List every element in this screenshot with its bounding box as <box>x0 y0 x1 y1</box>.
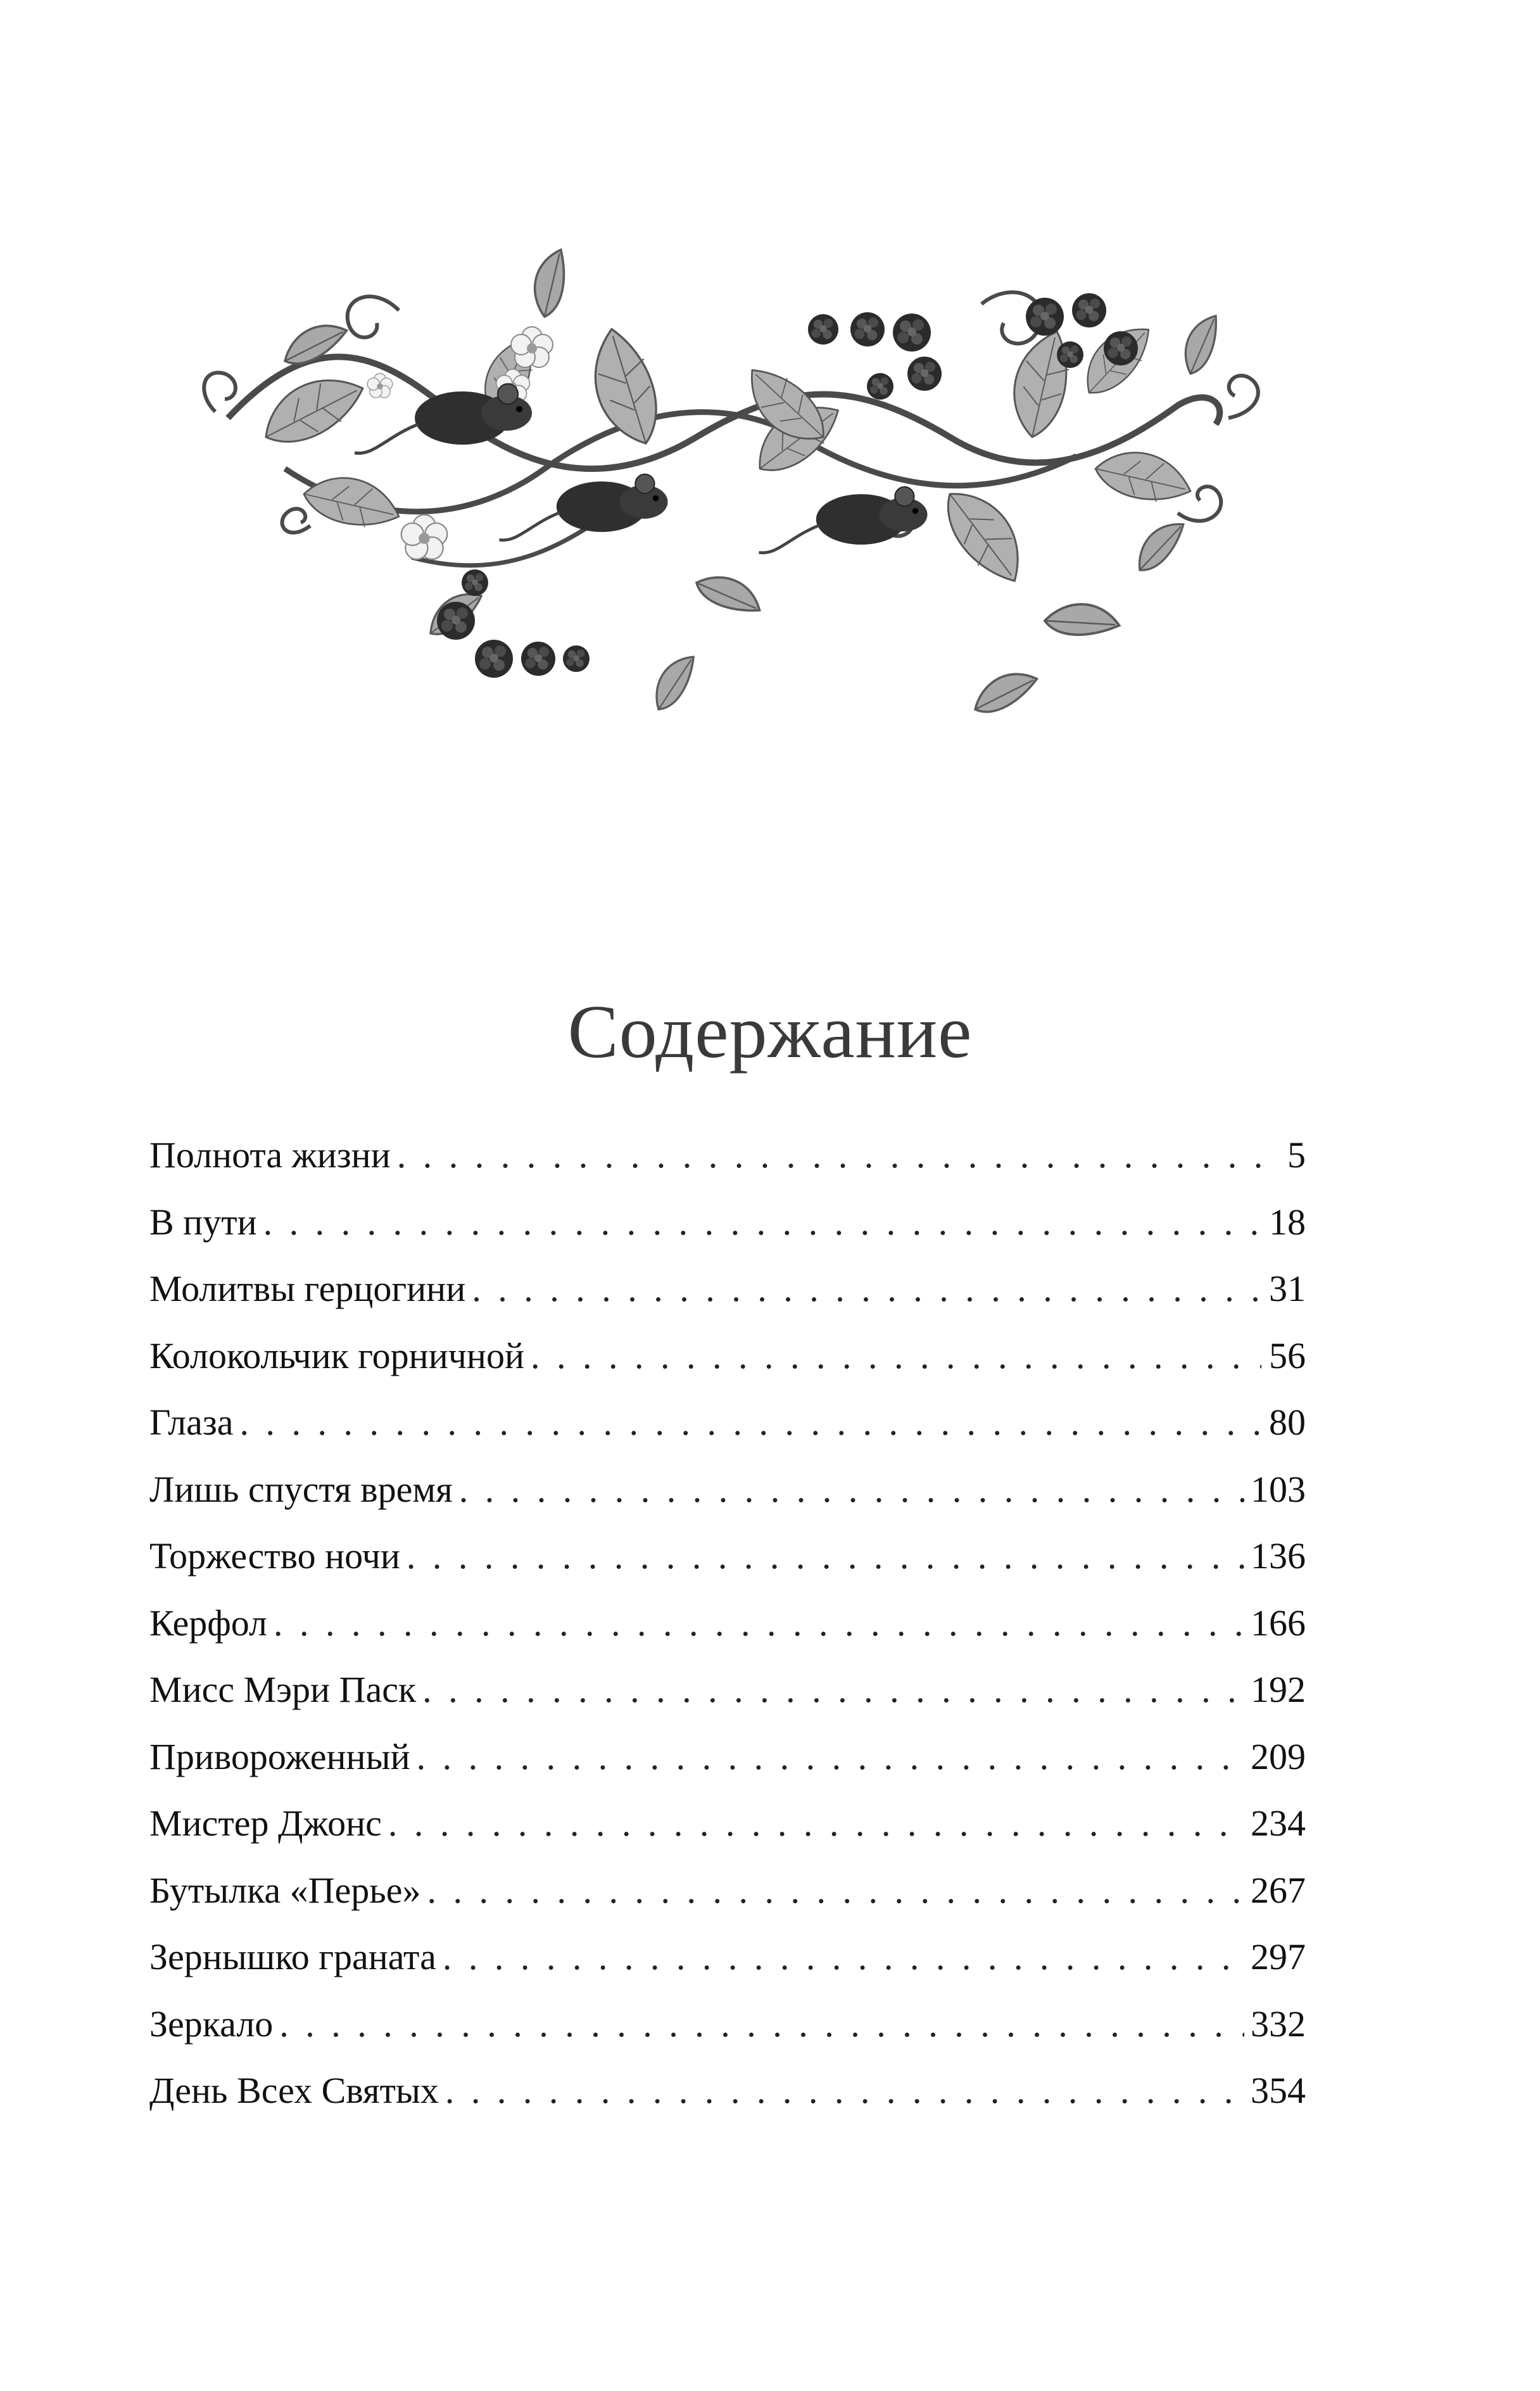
toc-entry-title: Зернышко граната <box>149 1936 436 1977</box>
toc-entry-page: 136 <box>1251 1535 1306 1576</box>
toc-entry-title: День Всех Святых <box>149 2070 439 2111</box>
toc-entry-title: Керфол <box>149 1602 267 1644</box>
toc-entry <box>149 1869 1306 1936</box>
toc-leader-dots <box>443 1936 1244 1978</box>
toc-entry <box>149 1668 1306 1735</box>
toc-entry-title: Полнота жизни <box>149 1134 391 1176</box>
toc-entry-page: 80 <box>1269 1402 1306 1443</box>
toc-entry-title: В пути <box>149 1201 257 1243</box>
toc-leader-dots <box>279 2003 1244 2045</box>
toc-entry-page: 209 <box>1251 1735 1306 1777</box>
toc-leader-dots <box>240 1401 1261 1443</box>
toc-entry <box>149 1267 1306 1335</box>
bramble-vine-illustration-icon <box>190 228 1279 798</box>
toc-entry-page: 31 <box>1269 1268 1306 1309</box>
toc-leader-dots <box>407 1535 1244 1577</box>
toc-entry <box>149 1802 1306 1869</box>
toc-entry-title: Торжество ночи <box>149 1535 400 1576</box>
toc-entry-page: 354 <box>1251 2070 1306 2111</box>
toc-leader-dots <box>445 2069 1244 2112</box>
toc-leader-dots <box>388 1802 1244 1844</box>
toc-leader-dots <box>422 1668 1244 1711</box>
toc-entry-page: 332 <box>1251 2003 1306 2045</box>
toc-entry <box>149 2069 1306 2136</box>
toc-entry <box>149 1335 1306 1402</box>
toc-leader-dots <box>531 1335 1261 1377</box>
toc-entry-title: Мисс Мэри Паск <box>149 1669 417 1710</box>
toc-entry <box>149 2003 1306 2070</box>
toc-entry <box>149 1602 1306 1669</box>
toc-entry-page: 18 <box>1269 1201 1306 1243</box>
toc-entry-page: 297 <box>1251 1936 1306 1977</box>
toc-entry-title: Мистер Джонс <box>149 1803 382 1844</box>
toc-entry-page: 234 <box>1251 1803 1306 1844</box>
toc-entry <box>149 1468 1306 1535</box>
toc-entry-page: 267 <box>1251 1869 1306 1911</box>
toc-entry-page: 103 <box>1251 1468 1306 1510</box>
table-of-contents <box>149 1134 1306 2136</box>
toc-leader-dots <box>417 1735 1244 1778</box>
toc-leader-dots <box>472 1267 1261 1310</box>
toc-entry-title: Бутылка «Перье» <box>149 1869 421 1911</box>
toc-leader-dots <box>459 1468 1244 1511</box>
toc-entry-title: Лишь спустя время <box>149 1468 453 1510</box>
toc-entry-title: Зеркало <box>149 2003 274 2045</box>
toc-entry-title: Привороженный <box>149 1735 410 1777</box>
toc-entry <box>149 1535 1306 1602</box>
toc-entry-title: Колокольчик горничной <box>149 1335 524 1376</box>
toc-leader-dots <box>397 1134 1261 1176</box>
toc-entry-page: 192 <box>1251 1669 1306 1710</box>
toc-entry-title: Молитвы герцогини <box>149 1268 466 1309</box>
toc-entry-page: 5 <box>1287 1134 1306 1176</box>
toc-entry-title: Глаза <box>149 1402 234 1443</box>
page-title: Содержание <box>567 989 973 1074</box>
toc-leader-dots <box>263 1201 1261 1243</box>
toc-entry <box>149 1401 1306 1468</box>
toc-entry <box>149 1201 1306 1268</box>
toc-leader-dots <box>274 1602 1244 1644</box>
toc-entry <box>149 1735 1306 1803</box>
toc-entry <box>149 1134 1306 1201</box>
toc-entry-page: 56 <box>1269 1335 1306 1376</box>
toc-entry-page: 166 <box>1251 1602 1306 1644</box>
toc-entry <box>149 1936 1306 2003</box>
toc-leader-dots <box>427 1869 1245 1912</box>
